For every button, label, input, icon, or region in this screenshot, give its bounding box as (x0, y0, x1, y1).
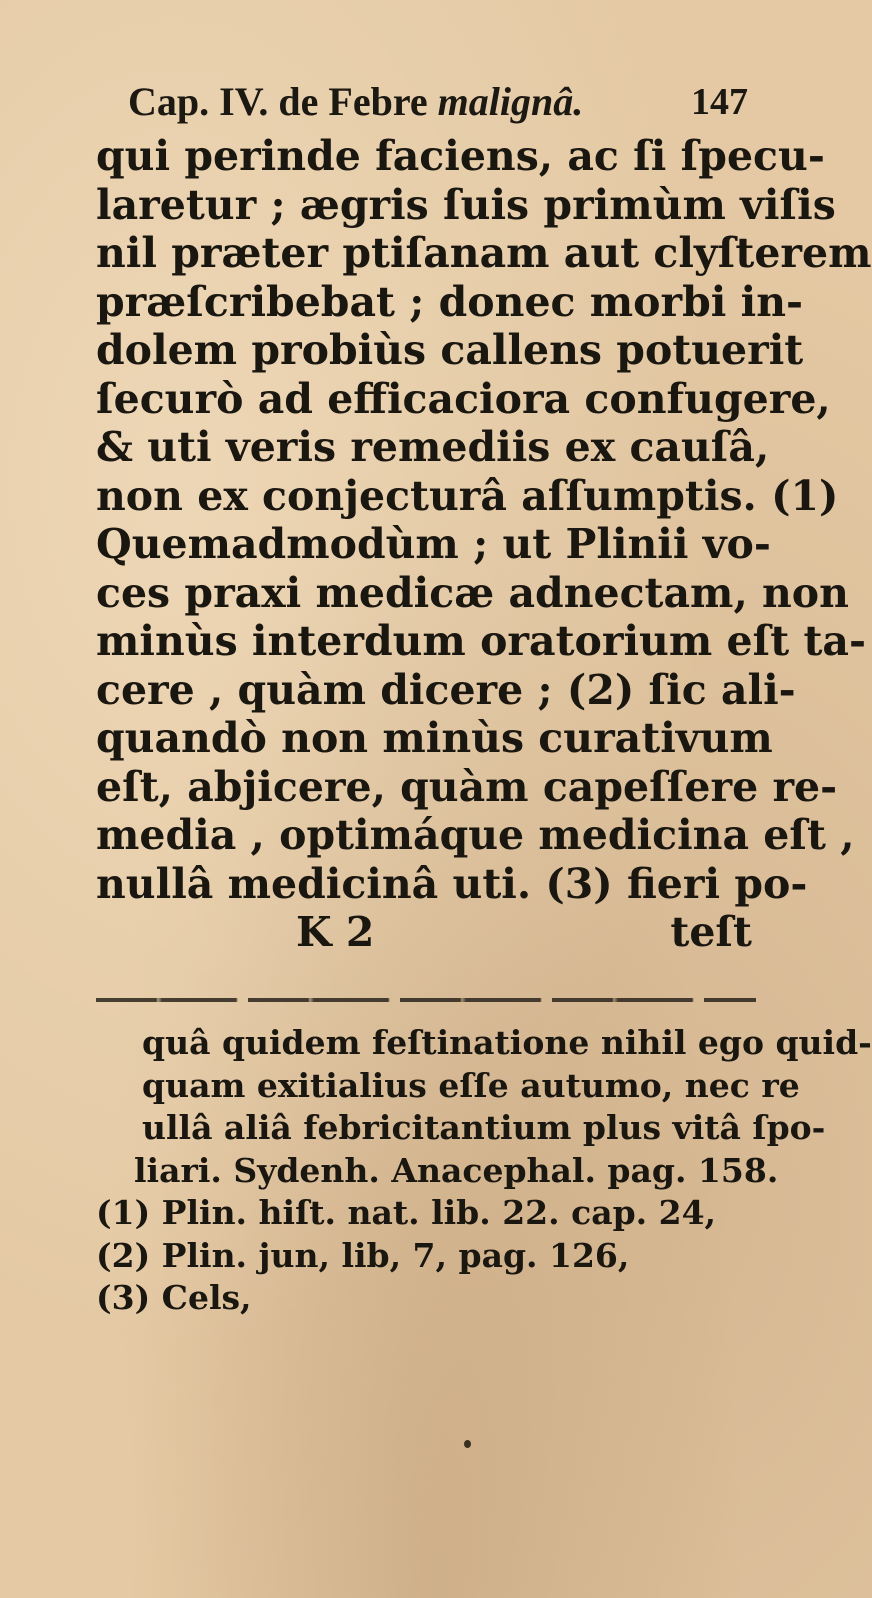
text-line: ſecurò ad efficaciora confugere, (96, 374, 831, 423)
footnotes-block (96, 1022, 872, 1320)
signature-mark: K 2 (296, 908, 375, 956)
footnote-line: quâ quidem feſtinatione nihil ego quid- (142, 1023, 872, 1062)
text-line: minùs interdum oratorium eſt ta- (96, 617, 866, 665)
footnote-line: liari. Sydenh. Anacephal. pag. 158. (134, 1150, 779, 1190)
text-line: dolem probiùs callens potuerit (96, 326, 804, 374)
text-line: laretur ; ægris ſuis primùm viſis (96, 180, 836, 229)
footnote-line: quam exitialius eſſe autumo, nec re (142, 1065, 800, 1105)
footnote-line: ullâ aliâ febricitantium plus vitâ ſpo- (142, 1108, 826, 1147)
running-header (128, 78, 748, 134)
text-line: Quemadmodùm ; ut Plinii vo- (96, 520, 771, 568)
footnote-separator-rule (96, 998, 756, 1002)
footnote-line: (3) Cels, (96, 1278, 252, 1317)
text-line: & uti veris remediis ex cauſâ, (96, 423, 770, 471)
ink-blot (464, 1440, 471, 1448)
text-line: qui perinde faciens, ac ſi ſpecu- (96, 132, 825, 180)
chapter-title-italic: malignâ. (437, 79, 584, 124)
text-line: cere , quàm dicere ; (2) ſic ali- (96, 665, 796, 714)
text-line: præſcribebat ; donec morbi in- (96, 277, 804, 326)
page-number: 147 (691, 81, 748, 123)
chapter-title (128, 78, 583, 125)
footnote-line: (1) Plin. hiſt. nat. lib. 22. cap. 24, (96, 1193, 717, 1232)
text-line: nil præter ptiſanam aut clyſterem (96, 229, 872, 277)
text-line: ces praxi medicæ adnectam, non (96, 568, 849, 617)
text-line: quandò non minùs curativum (96, 714, 773, 762)
text-line: non ex conjecturâ aſſumptis. (1) (96, 471, 839, 520)
main-text-block (96, 132, 872, 957)
footnote-line: (2) Plin. jun, lib, 7, pag. 126, (96, 1235, 630, 1275)
catchword: teſt (670, 908, 752, 956)
signature-line (96, 908, 756, 957)
text-line: nullâ medicinâ uti. (3) fieri po- (96, 859, 808, 908)
chapter-title-text: Cap. IV. de Febre (128, 79, 438, 124)
text-line: eſt, abjicere, quàm capeſſere re- (96, 762, 838, 811)
text-line: media , optimáque medicina eſt , (96, 811, 855, 859)
